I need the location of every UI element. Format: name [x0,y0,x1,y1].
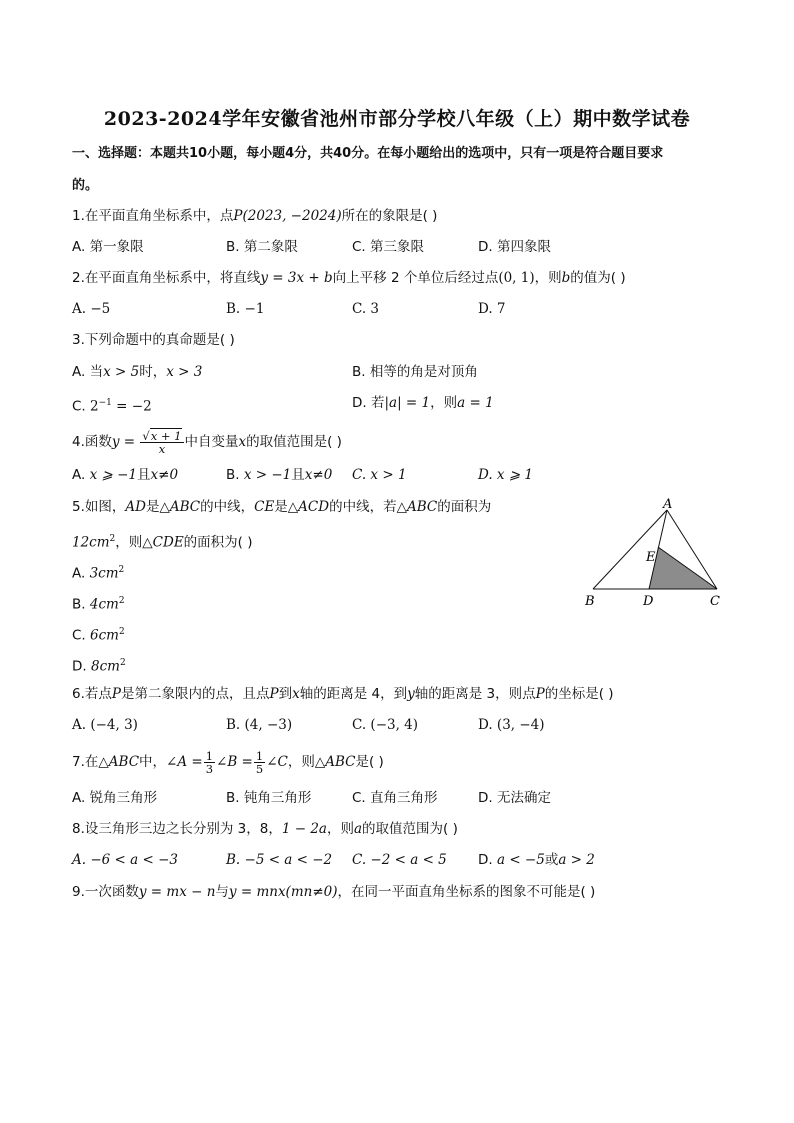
q6-option-c[interactable]: C. (−3, 4) [352,717,419,733]
question-4-stem: 4.函数y = $\frac{√x + 1}{x}$ 中自变量x的取值范围是( ) [72,428,342,456]
q2-option-c[interactable]: C. 3 [352,301,380,317]
q7-option-c[interactable]: C. 直角三角形 [352,790,438,806]
triangle-figure [580,498,730,613]
q3-option-a[interactable]: A. 当x > 5时，x > 3 [72,364,203,380]
label-b: B [585,594,595,609]
q7-option-b[interactable]: B. 钝角三角形 [226,790,312,806]
q7-option-a[interactable]: A. 锐角三角形 [72,790,158,806]
question-6-stem: 6.若点P是第二象限内的点，且点P到x轴的距离是 4，到y轴的距离是 3，则点P的坐标是( ) [72,686,614,702]
q8-option-c[interactable]: C. −2 < a < 5 [352,852,447,868]
q5-option-d[interactable]: D. $8cm^2$ [72,658,126,675]
label-c: C [710,594,720,609]
q1-option-c[interactable]: C. 第三象限 [352,239,425,255]
q6-option-d[interactable]: D. (3, −4) [478,717,545,733]
q3-option-c[interactable]: C. $2^{-1} = -2$ [72,398,152,415]
q5-option-c[interactable]: C. $6cm^2$ [72,627,125,644]
q5-option-b[interactable]: B. $4cm^2$ [72,596,125,613]
question-5-stem: 5.如图，AD是△ABC的中线，CE是△ACD的中线，若△ABC的面积为 [72,499,492,515]
q8-option-a[interactable]: A. −6 < a < −3 [72,852,178,868]
q3-option-b[interactable]: B. 相等的角是对顶角 [352,364,478,380]
question-9-stem: 9.一次函数y = mx − n与y = mnx(mn≠0)，在同一平面直角坐标系的图象不可能是( ) [72,884,596,900]
question-8-stem: 8.设三角形三边之长分别为 3，8，1 − 2a，则a的取值范围为( ) [72,821,458,837]
q4-option-d[interactable]: D. x ⩾ 1 [478,467,534,483]
question-2-stem: 2.在平面直角坐标系中，将直线y = 3x + b向上平移 2 个单位后经过点(0, 1)，则b的值为( ) [72,270,626,286]
page-title: 2023-2024学年安徽省池州市部分学校八年级（上）期中数学试卷 [103,108,691,130]
question-3-stem: 3.下列命题中的真命题是( ) [72,332,235,348]
q4-option-b[interactable]: B. x > −1且x≠0 [226,467,333,483]
fraction-one-fifth: $\frac{1}{5}$ [255,748,264,776]
q7-option-d[interactable]: D. 无法确定 [478,790,551,806]
shaded-triangle-cde [649,547,717,589]
q5-option-a[interactable]: A. $3cm^2$ [72,565,125,582]
q1-option-b[interactable]: B. 第二象限 [226,239,298,255]
q2-option-a[interactable]: A. −5 [72,301,111,317]
question-1-stem: 1.在平面直角坐标系中，点P(2023, −2024)所在的象限是( ) [72,208,438,224]
q2-option-d[interactable]: D. 7 [478,301,506,317]
label-d: D [643,594,654,609]
section-header-cont: 的。 [72,178,99,193]
sqrt-fraction: $\frac{√x + 1}{x}$ [142,428,182,456]
q4-option-a[interactable]: A. x ⩾ −1且x≠0 [72,467,179,483]
fraction-one-third: $\frac{1}{3}$ [205,748,214,776]
q6-option-b[interactable]: B. (4, −3) [226,717,293,733]
question-7-stem: 7.在△ABC中，∠A = $\frac{1}{3}$ ∠B = $\frac{1}{5}$ ∠C，则△ABC是( ) [72,748,384,776]
label-a: A [663,498,673,512]
q8-option-d[interactable]: D. a < −5或a > 2 [478,852,595,868]
section-header: 一、选择题：本题共10小题，每小题4分，共40分。在每小题给出的选项中，只有一项是符合题目要求 [72,146,664,161]
q4-option-c[interactable]: C. x > 1 [352,467,407,483]
q3-option-d[interactable]: D. 若|a| = 1，则a = 1 [352,395,494,411]
label-e: E [646,550,656,565]
q1-option-d[interactable]: D. 第四象限 [478,239,551,255]
question-5-stem-cont: $12cm^2$，则△CDE的面积为( ) [72,534,253,551]
q8-option-b[interactable]: B. −5 < a < −2 [226,852,333,868]
q2-option-b[interactable]: B. −1 [226,301,265,317]
q1-option-a[interactable]: A. 第一象限 [72,239,144,255]
q6-option-a[interactable]: A. (−4, 3) [72,717,138,733]
